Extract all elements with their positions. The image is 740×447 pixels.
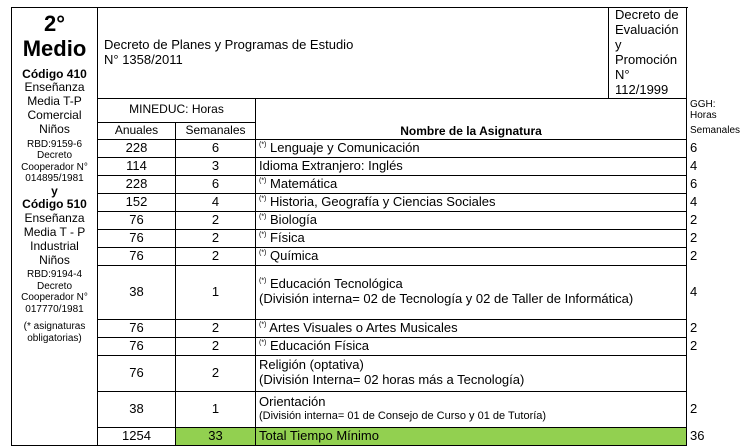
- subject-name-header: Nombre de la Asignatura: [256, 98, 687, 139]
- semanales-cell: 2: [176, 319, 256, 337]
- semanales-cell: 3: [176, 157, 256, 175]
- level-label: Medio: [22, 36, 87, 62]
- semanales-cell: 2: [176, 229, 256, 247]
- table-row: 228 6 (*) Matemática 6: [12, 175, 687, 193]
- subject-name: Educación Tecnológica: [270, 276, 403, 292]
- program2-line: Media T - P: [23, 224, 86, 239]
- subject-name: Matemática: [270, 175, 338, 191]
- decree2-line: 017770/1981: [25, 303, 84, 315]
- semanales-cell: 6: [176, 139, 256, 157]
- decree1-line: Decreto: [36, 150, 72, 162]
- plans-decree-cell: [98, 8, 609, 99]
- subject-note: (División interna= 01 de Consejo de Curso y 01 de Tutoría): [259, 410, 547, 423]
- anuales-cell: 38: [98, 391, 176, 427]
- subject-name: Historia, Geografía y Ciencias Sociales: [270, 193, 496, 209]
- subject-name: Orientación: [259, 394, 326, 410]
- semanales-cell: 2: [176, 355, 256, 391]
- subject-cell: [256, 175, 687, 193]
- anuales-cell: 76: [98, 211, 176, 229]
- plans-decree-line1: Decreto de Planes y Programas de Estudio: [104, 36, 354, 52]
- decree1-line: 014895/1981: [25, 173, 84, 185]
- eval-decree-line2: N° 112/1999: [615, 66, 669, 97]
- program2-line: Industrial: [30, 238, 79, 253]
- eval-decree-cell: [609, 8, 687, 99]
- grade-label: 2°: [43, 11, 66, 36]
- semanales-cell: 1: [176, 391, 256, 427]
- mandatory-mark: (*): [259, 231, 267, 239]
- note-line: (* asignaturas: [23, 321, 86, 333]
- subject-cell: [256, 355, 687, 391]
- conjunction: y: [51, 183, 58, 198]
- table-row: 152 4 (*) Historia, Geografía y Ciencias Sociales 4: [12, 193, 687, 211]
- subject-cell: [256, 265, 687, 319]
- subject-cell: [256, 193, 687, 211]
- table-row: 76 2 (*) Artes Visuales o Artes Musicales 2: [12, 319, 687, 337]
- program1-line: Niños: [39, 121, 70, 136]
- note-line: obligatorias): [27, 332, 82, 344]
- table-row: 76 2 (*) Física 2: [12, 229, 687, 247]
- total-row: 1254 33 Total Tiempo Mínimo 36: [12, 427, 687, 445]
- subject-note: (División Interna= 02 horas más a Tecnología): [259, 372, 525, 388]
- table-row: 76 2 (*) Educación Física 2: [12, 337, 687, 355]
- anuales-cell: 114: [98, 157, 176, 175]
- subject-name: Religión (optativa): [259, 357, 364, 373]
- subject-name: Educación Física: [270, 337, 370, 353]
- study-plan-table: 2° Medio Código 410 Enseñanza Media T-P Comercial Niños RBD:9159-6 Decreto Cooperador N° 014895/1981 y Código 510 Enseñanza Media T - P Industrial Niños RBD:9194-4 Decreto Cooperador N° 017770/1981 (* asignaturas obligatorias) Decreto de Planes y Programas de Estudio N° 1358/2011 Decreto de Evaluación y Promoción N° 112/1999 MINEDUC: Horas Nombre de la Asignatura GGH: Horas Anuales Semanales Semanales 228 6 (*) Lenguaje y Comunicación 6 114 3 Idioma Extranjero: Inglés 4 228 6 (*) Matemática 6 152 4 (*) Historia, Geografía y Ciencias Sociales 4 76 2 (*) Biología 2 76 2 (*) Física 2 76 2 (*) Química 2 38 1 (*) Educación Tecnológica (División interna= 02 de Tecnología y 02 de Taller de Informática) 4 76 2 (*) Artes Visuales o Artes Musicales 2 76 2 (*) Educación Física 2 76 2 Religión (optativa) (División Interna= 02 horas más a Tecnología) 38 1 Orientación (División interna= 01 de Consejo de Curso y 01 de Tutoría) 2 1254 33 Total Tiempo Mínimo 36: [11, 7, 687, 446]
- program1-line: Comercial: [27, 107, 82, 122]
- semanales-header: Semanales: [176, 122, 256, 139]
- anuales-cell: 152: [98, 193, 176, 211]
- rbd2: RBD:9194-4: [26, 269, 83, 281]
- side-panel: [12, 8, 98, 446]
- anuales-header: Anuales: [98, 122, 176, 139]
- subject-name: Biología: [270, 211, 317, 227]
- semanales-cell: 1: [176, 265, 256, 319]
- semanales-cell: 4: [176, 193, 256, 211]
- subject-name: Idioma Extranjero: Inglés: [259, 157, 403, 173]
- mandatory-mark: (*): [259, 177, 267, 185]
- anuales-cell: 228: [98, 139, 176, 157]
- subject-name: Física: [270, 229, 305, 245]
- program1-line: Media T-P: [27, 94, 82, 109]
- code-510: Código 510: [22, 197, 87, 212]
- subject-cell: [256, 211, 687, 229]
- anuales-cell: 228: [98, 175, 176, 193]
- table-row: [12, 355, 687, 391]
- decree1-line: Cooperador N°: [21, 161, 88, 173]
- mineduc-header: MINEDUC: Horas: [98, 98, 256, 122]
- table-row: 76 2 (*) Química 2: [12, 247, 687, 265]
- mandatory-mark: (*): [259, 141, 267, 149]
- rbd1: RBD:9159-6: [26, 138, 83, 150]
- program2-line: Niños: [39, 252, 70, 267]
- mandatory-mark: (*): [259, 277, 267, 285]
- semanales-cell: 2: [176, 211, 256, 229]
- code-410: Código 410: [22, 66, 87, 81]
- subject-cell: [256, 319, 687, 337]
- total-label: Total Tiempo Mínimo: [256, 427, 687, 445]
- anuales-cell: 76: [98, 337, 176, 355]
- program1-line: Enseñanza: [24, 80, 85, 95]
- decree2-line: Decreto: [36, 280, 72, 292]
- table-row: 38 1 Orientación (División interna= 01 de Consejo de Curso y 01 de Tutoría) 2: [12, 391, 687, 427]
- subject-cell: [256, 337, 687, 355]
- decree2-line: Cooperador N°: [21, 292, 88, 304]
- program2-line: Enseñanza: [24, 211, 85, 226]
- eval-decree-line1: Decreto de Evaluación y Promoción: [615, 7, 679, 67]
- anuales-cell: 38: [98, 265, 176, 319]
- subject-cell: [256, 139, 687, 157]
- subject-name: Artes Visuales o Artes Musicales: [269, 319, 458, 335]
- semanales-cell: 2: [176, 247, 256, 265]
- subject-cell: [256, 247, 687, 265]
- table-row: 76 2 (*) Biología 2: [12, 211, 687, 229]
- table-row: 114 3 Idioma Extranjero: Inglés 4: [12, 157, 687, 175]
- subject-name: Lenguaje y Comunicación: [270, 139, 420, 155]
- anuales-cell: 76: [98, 319, 176, 337]
- subject-cell: [256, 229, 687, 247]
- anuales-cell: 76: [98, 355, 176, 391]
- mandatory-mark: (*): [259, 321, 267, 329]
- mandatory-mark: (*): [259, 339, 267, 347]
- total-anuales: 1254: [98, 427, 176, 445]
- subject-cell: [256, 391, 687, 427]
- total-semanales: 33: [176, 427, 256, 445]
- table-row: 228 6 (*) Lenguaje y Comunicación 6: [12, 139, 687, 157]
- mandatory-mark: (*): [259, 249, 267, 257]
- table-row: 38 1 (*) Educación Tecnológica (División interna= 02 de Tecnología y 02 de Taller de Informática) 4: [12, 265, 687, 319]
- mandatory-mark: (*): [259, 213, 267, 221]
- semanales-cell: 2: [176, 337, 256, 355]
- subject-name: Química: [270, 247, 319, 263]
- semanales-cell: 6: [176, 175, 256, 193]
- plans-decree-line2: N° 1358/2011: [104, 51, 183, 67]
- anuales-cell: 76: [98, 229, 176, 247]
- anuales-cell: 76: [98, 247, 176, 265]
- mandatory-mark: (*): [259, 195, 267, 203]
- subject-note: (División interna= 02 de Tecnología y 02 de Taller de Informática): [259, 291, 634, 307]
- subject-cell: [256, 157, 687, 175]
